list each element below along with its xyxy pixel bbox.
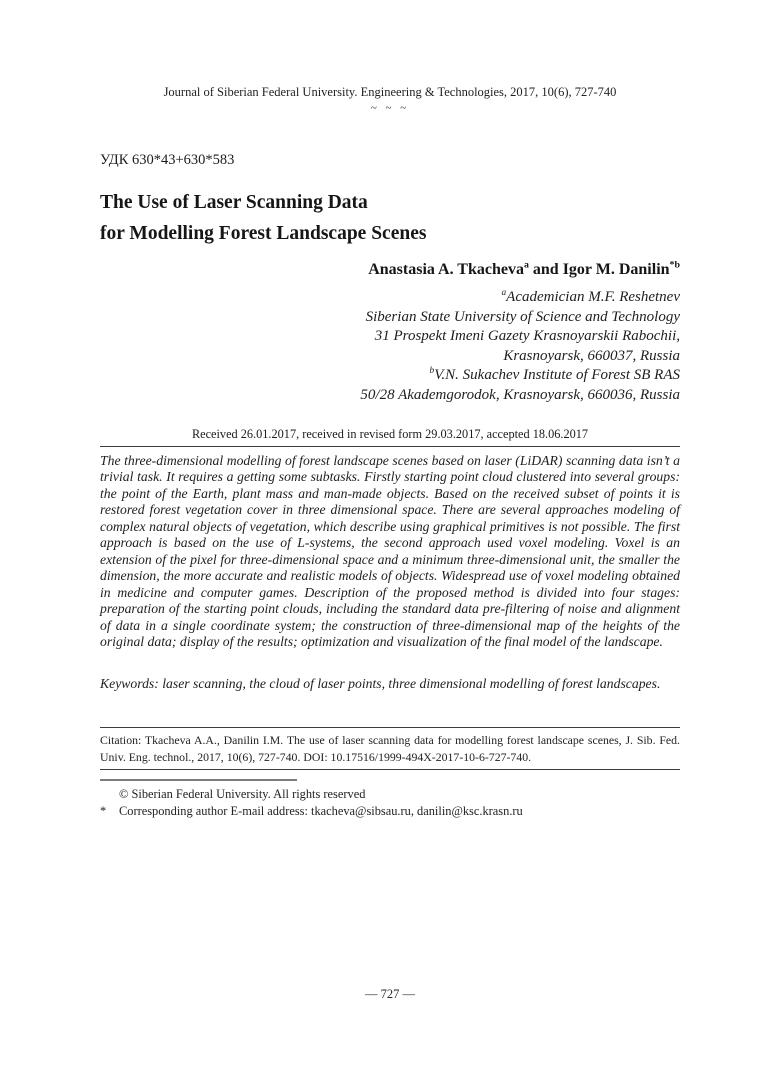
- divider-rule-citation-top: [100, 727, 680, 728]
- author-name-2: Igor M. Danilin: [562, 261, 670, 278]
- copyright-line: © Siberian Federal University. All rights reserved: [119, 787, 366, 801]
- received-dates-line: Received 26.01.2017, received in revised form 29.03.2017, accepted 18.06.2017: [191, 427, 589, 441]
- authors-line: [100, 261, 680, 279]
- page-content: [100, 0, 680, 1080]
- divider-rule-citation-bottom: [100, 769, 680, 770]
- affiliation-line: Siberian State University of Science and Technology: [365, 308, 680, 325]
- article-title-line2: for Modelling Forest Landscape Scenes: [100, 222, 427, 244]
- author-superscript-2: *b: [669, 259, 680, 271]
- page-number: — 727 —: [365, 987, 415, 1001]
- affiliations-block: [100, 288, 680, 405]
- corresponding-author-text: Corresponding author E-mail address: tkacheva@sibsau.ru, danilin@ksc.krasn.ru: [119, 804, 523, 818]
- abstract-paragraph: The three-dimensional modelling of forest landscape scenes based on laser (LiDAR) scanning data isn’t a trivial task. It requires a getting some subtasks. Firstly starting point cloud clustered into several groups: the point of the Earth, plant mass and man-made objects. Based on the received subset of points it is restored forest vegetation cover in three dimensional space. There are several approaches modeling of complex natural objects of vegetation, which describe using graphical primitives is not possible. The first approach is based on the use of L-systems, the second approach used voxel modeling. Voxel is an extension of the pixel for three-dimensional space and a minimum three-dimensional unit, the smaller the dimension, the more accurate and realistic models of objects. Widespread use of voxel modeling obtained in medicine and computer games. Description of the proposed method is divided into four stages: preparation of the starting point clouds, including the standard data pre-filtering of noise and alignment of data in a single coordinate system; the construction of three-dimensional map of the heights of the original data; display of the results; optimization and visualization of the final model of the landscape.: [100, 453, 680, 649]
- affiliation-line: 50/28 Akademgorodok, Krasnoyarsk, 660036, Russia: [360, 386, 680, 403]
- affiliation-line: 31 Prospekt Imeni Gazety Krasnoyarskii Rabochii,: [374, 328, 680, 344]
- article-title-line1: The Use of Laser Scanning Data: [100, 192, 368, 213]
- footnote-block: [100, 786, 680, 820]
- tilde-separator: ~ ~ ~: [370, 102, 410, 114]
- udc-code: УДК 630*43+630*583: [100, 152, 235, 168]
- authors-connector: and: [528, 261, 563, 278]
- affiliation-line: $^a$Academician M.F. Reshetnev: [501, 288, 680, 305]
- author-superscript-1: a: [523, 259, 529, 271]
- affiliation-line: $^b$V.N. Sukachev Institute of Forest SB RAS: [429, 366, 680, 383]
- affiliation-line: Krasnoyarsk, 660037, Russia: [503, 347, 680, 364]
- article-title: [100, 188, 426, 249]
- journal-header: Journal of Siberian Federal University. Engineering & Technologies, 2017, 10(6), 727-740: [163, 85, 617, 99]
- divider-rule-top: [100, 446, 680, 447]
- author-name-1: Anastasia A. Tkacheva: [368, 261, 524, 278]
- citation-paragraph: Citation: Tkacheva A.A., Danilin I.M. The use of laser scanning data for modelling forest landscape scenes, J. Sib. Fed. Univ. Eng. technol., 2017, 10(6), 727-740. DOI: 10.17516/1999-494X-2017-10-6-727-740.: [100, 733, 680, 764]
- footnote-rule: [100, 779, 297, 781]
- corresponding-author-line: [100, 803, 680, 820]
- keywords-paragraph: Keywords: laser scanning, the cloud of laser points, three dimensional modelling of forest landscapes.: [100, 676, 661, 691]
- footnote-asterisk: *: [100, 804, 107, 818]
